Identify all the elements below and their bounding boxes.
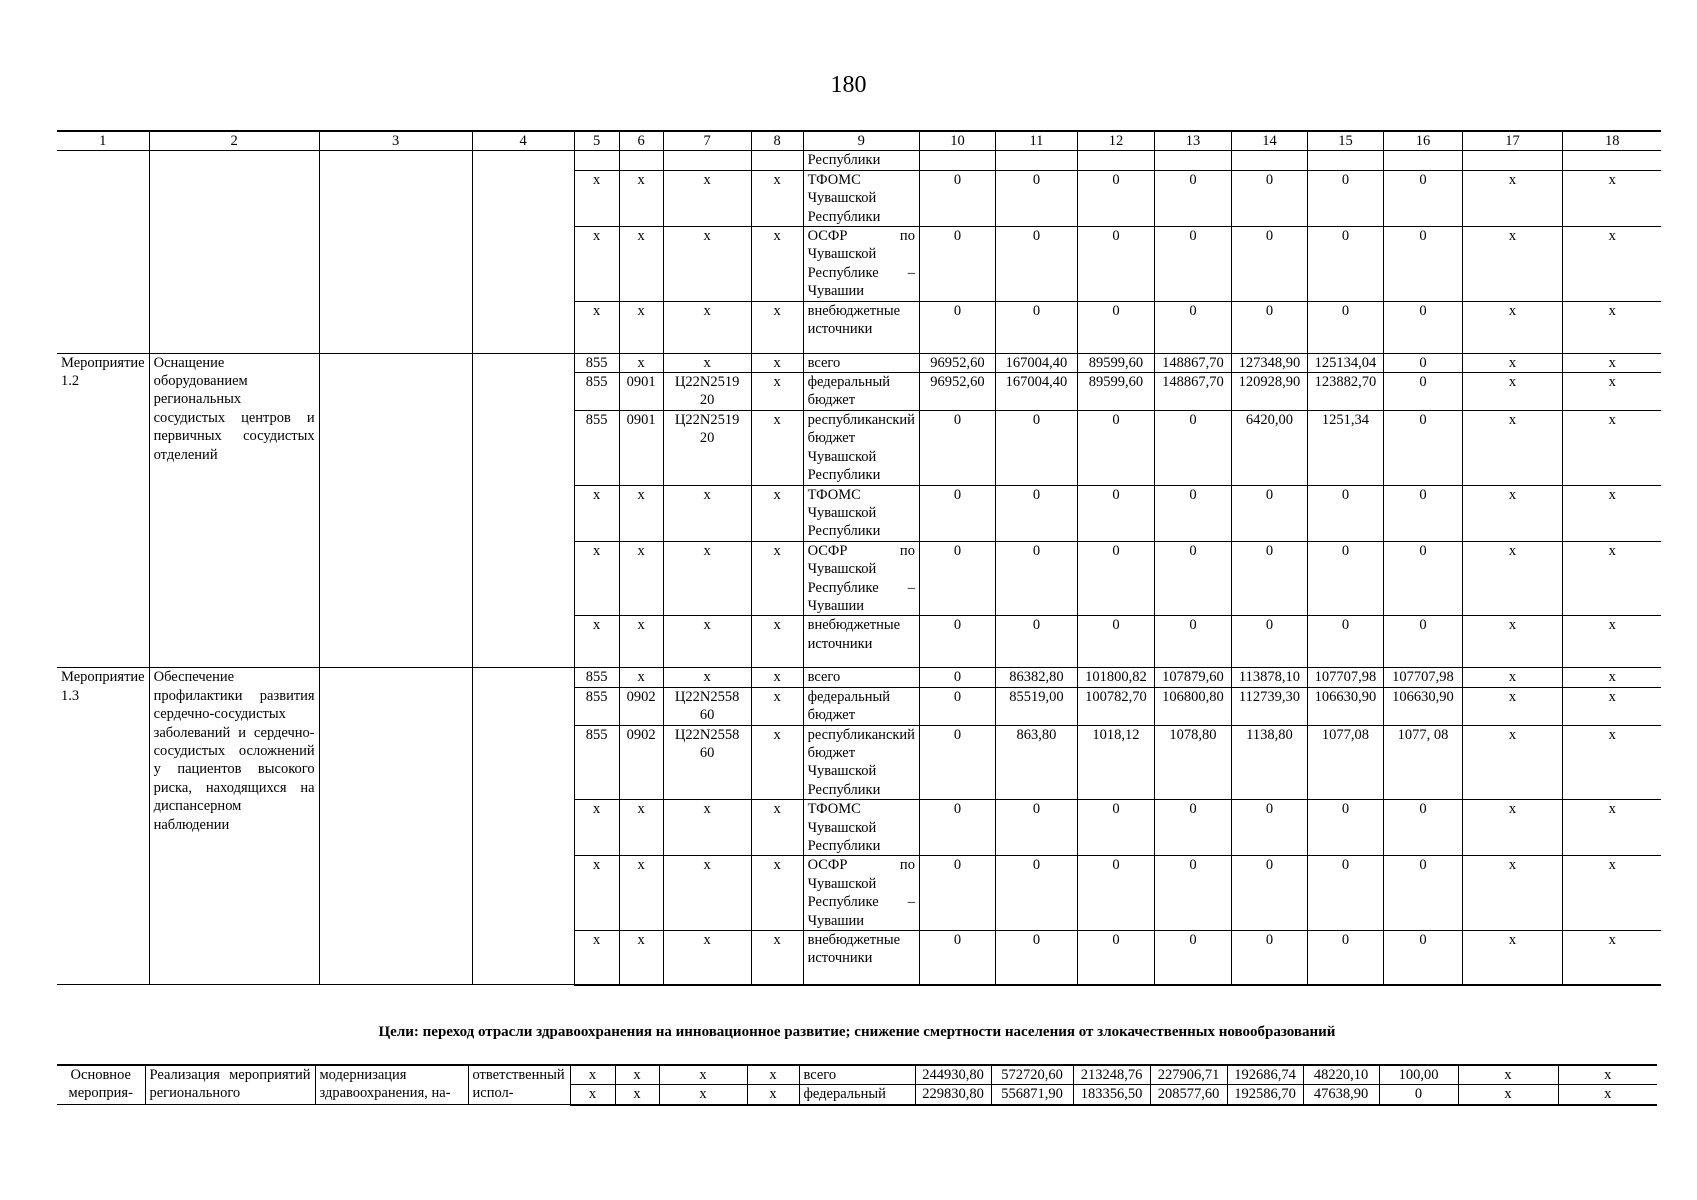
kbk-expense-group-cell: х bbox=[751, 668, 803, 687]
kbk-target-item-cell: х bbox=[663, 227, 751, 302]
column-number-row bbox=[57, 131, 1661, 151]
year-value-cell: 0 bbox=[995, 800, 1077, 856]
kbk-target-item-cell: х bbox=[663, 931, 751, 985]
year-value-cell: 0 bbox=[1231, 856, 1307, 931]
funding-source-cell: всего bbox=[799, 1065, 915, 1085]
year-value-cell: 1251,34 bbox=[1307, 410, 1383, 485]
column-number-cell: 18 bbox=[1562, 131, 1661, 151]
year-value-cell: 0 bbox=[919, 410, 995, 485]
year-value-cell: 127348,90 bbox=[1231, 353, 1307, 372]
year-value-cell: 113878,10 bbox=[1231, 668, 1307, 687]
year-value-cell: 96952,60 bbox=[919, 373, 995, 411]
empty-cell bbox=[149, 151, 319, 353]
year-value-cell: х bbox=[1558, 1085, 1657, 1105]
kbk-target-item-cell: х bbox=[663, 485, 751, 541]
kbk-expense-group-cell: х bbox=[751, 410, 803, 485]
kbk-ministry-cell: 855 bbox=[574, 668, 619, 687]
year-value-cell bbox=[919, 151, 995, 170]
kbk-section-cell: 0902 bbox=[619, 687, 663, 725]
year-value-cell: х bbox=[1562, 373, 1661, 411]
kbk-section-cell: х bbox=[615, 1065, 659, 1085]
kbk-target-item-cell: х bbox=[663, 353, 751, 372]
kbk-target-item-cell: Ц22N2558 60 bbox=[663, 687, 751, 725]
year-value-cell: 148867,70 bbox=[1154, 353, 1231, 372]
empty-cell bbox=[472, 668, 574, 985]
year-value-cell: 0 bbox=[1077, 301, 1154, 353]
year-value-cell: 106630,90 bbox=[1307, 687, 1383, 725]
year-value-cell: х bbox=[1462, 725, 1562, 800]
column-number-cell: 5 bbox=[574, 131, 619, 151]
year-value-cell: 0 bbox=[1154, 170, 1231, 226]
year-value-cell: 0 bbox=[995, 856, 1077, 931]
year-value-cell: 0 bbox=[995, 227, 1077, 302]
year-value-cell: 0 bbox=[1383, 170, 1462, 226]
year-value-cell: 0 bbox=[1383, 541, 1462, 616]
year-value-cell: х bbox=[1462, 170, 1562, 226]
year-value-cell: 863,80 bbox=[995, 725, 1077, 800]
kbk-target-item-cell: х bbox=[663, 800, 751, 856]
funding-source-cell: федеральный bbox=[799, 1085, 915, 1105]
year-value-cell: х bbox=[1458, 1065, 1558, 1085]
funding-source-cell: внебюджетные источники bbox=[803, 931, 919, 985]
funding-source-cell: ТФОМС Чувашской Республики bbox=[803, 485, 919, 541]
year-value-cell: 0 bbox=[1307, 541, 1383, 616]
funding-source-cell: всего bbox=[803, 353, 919, 372]
kbk-target-item-cell: х bbox=[659, 1065, 747, 1085]
year-value-cell: 86382,80 bbox=[995, 668, 1077, 687]
year-value-cell bbox=[995, 151, 1077, 170]
year-value-cell: 0 bbox=[1383, 931, 1462, 985]
year-value-cell: 0 bbox=[1231, 170, 1307, 226]
year-value-cell: 0 bbox=[919, 227, 995, 302]
column-number-cell: 1 bbox=[57, 131, 149, 151]
year-value-cell: х bbox=[1462, 687, 1562, 725]
year-value-cell: 0 bbox=[919, 725, 995, 800]
kbk-ministry-cell: 855 bbox=[574, 373, 619, 411]
year-value-cell: 0 bbox=[1154, 301, 1231, 353]
year-value-cell: х bbox=[1462, 227, 1562, 302]
kbk-expense-group-cell: х bbox=[751, 227, 803, 302]
kbk-ministry-cell bbox=[574, 151, 619, 170]
year-value-cell: 0 bbox=[1154, 541, 1231, 616]
kbk-section-cell: х bbox=[619, 227, 663, 302]
kbk-target-item-cell: х bbox=[663, 301, 751, 353]
year-value-cell: 0 bbox=[919, 800, 995, 856]
year-value-cell: 0 bbox=[1231, 800, 1307, 856]
year-value-cell bbox=[1383, 151, 1462, 170]
year-value-cell: 556871,90 bbox=[991, 1085, 1073, 1105]
kbk-section-cell: х bbox=[619, 301, 663, 353]
year-value-cell: 0 bbox=[1231, 541, 1307, 616]
year-value-cell: 229830,80 bbox=[915, 1085, 991, 1105]
year-value-cell: 0 bbox=[919, 668, 995, 687]
column-number-cell: 16 bbox=[1383, 131, 1462, 151]
year-value-cell: 0 bbox=[1231, 301, 1307, 353]
kbk-section-cell: 0901 bbox=[619, 373, 663, 411]
year-value-cell: х bbox=[1562, 170, 1661, 226]
year-value-cell: 0 bbox=[1307, 170, 1383, 226]
year-value-cell: 0 bbox=[995, 485, 1077, 541]
year-value-cell: х bbox=[1562, 410, 1661, 485]
column-number-cell: 10 bbox=[919, 131, 995, 151]
year-value-cell: 148867,70 bbox=[1154, 373, 1231, 411]
year-value-cell: 0 bbox=[1077, 541, 1154, 616]
funding-source-cell: внебюджетные источники bbox=[803, 301, 919, 353]
year-value-cell: 1138,80 bbox=[1231, 725, 1307, 800]
kbk-expense-group-cell: х bbox=[747, 1085, 799, 1105]
kbk-target-item-cell: х bbox=[663, 668, 751, 687]
year-value-cell: 107707,98 bbox=[1307, 668, 1383, 687]
column-number-cell: 4 bbox=[472, 131, 574, 151]
kbk-expense-group-cell: х bbox=[751, 616, 803, 668]
funding-source-cell: республиканский бюджет Чувашской Республики bbox=[803, 410, 919, 485]
kbk-ministry-cell: 855 bbox=[574, 410, 619, 485]
year-value-cell: 0 bbox=[1077, 931, 1154, 985]
year-value-cell: 0 bbox=[995, 541, 1077, 616]
year-value-cell: 0 bbox=[919, 931, 995, 985]
empty-cell bbox=[319, 151, 472, 353]
kbk-ministry-cell: х bbox=[574, 170, 619, 226]
year-value-cell: 0 bbox=[995, 170, 1077, 226]
kbk-section-cell: х bbox=[619, 485, 663, 541]
year-value-cell: 0 bbox=[1383, 485, 1462, 541]
year-value-cell: х bbox=[1462, 856, 1562, 931]
kbk-expense-group-cell: х bbox=[751, 485, 803, 541]
year-value-cell: 0 bbox=[1231, 616, 1307, 668]
year-value-cell: 0 bbox=[1383, 856, 1462, 931]
year-value-cell: 0 bbox=[1383, 616, 1462, 668]
year-value-cell: 96952,60 bbox=[919, 353, 995, 372]
year-value-cell: 0 bbox=[1077, 485, 1154, 541]
year-value-cell: х bbox=[1562, 687, 1661, 725]
year-value-cell: 0 bbox=[1383, 353, 1462, 372]
kbk-ministry-cell: х bbox=[574, 301, 619, 353]
year-value-cell: 0 bbox=[1231, 227, 1307, 302]
kbk-ministry-cell: х bbox=[570, 1085, 615, 1105]
kbk-target-item-cell: х bbox=[659, 1085, 747, 1105]
kbk-ministry-cell: х bbox=[574, 541, 619, 616]
kbk-section-cell: х bbox=[619, 800, 663, 856]
kbk-ministry-cell: 855 bbox=[574, 725, 619, 800]
year-value-cell: 192586,70 bbox=[1227, 1085, 1303, 1105]
funding-source-cell: ОСФР по Чувашской Республике – Чувашии bbox=[803, 856, 919, 931]
kbk-section-cell: х bbox=[619, 353, 663, 372]
activity-row bbox=[57, 668, 1661, 687]
funding-source-cell: ОСФР по Чувашской Республике – Чувашии bbox=[803, 227, 919, 302]
year-value-cell: х bbox=[1562, 800, 1661, 856]
funding-source-cell: республиканский бюджет Чувашской Республики bbox=[803, 725, 919, 800]
column-number-cell: 11 bbox=[995, 131, 1077, 151]
year-value-cell: 0 bbox=[1383, 800, 1462, 856]
year-value-cell: 167004,40 bbox=[995, 373, 1077, 411]
funding-source-cell: ТФОМС Чувашской Республики bbox=[803, 170, 919, 226]
kbk-target-item-cell: Ц22N2519 20 bbox=[663, 410, 751, 485]
year-value-cell: 0 bbox=[1154, 227, 1231, 302]
year-value-cell: 0 bbox=[1077, 227, 1154, 302]
year-value-cell: х bbox=[1562, 353, 1661, 372]
kbk-target-item-cell: х bbox=[663, 856, 751, 931]
year-value-cell: 0 bbox=[1383, 373, 1462, 411]
empty-cell bbox=[57, 151, 149, 353]
year-value-cell: 48220,10 bbox=[1303, 1065, 1379, 1085]
kbk-ministry-cell: х bbox=[574, 485, 619, 541]
kbk-expense-group-cell: х bbox=[747, 1065, 799, 1085]
year-value-cell: 0 bbox=[919, 687, 995, 725]
year-value-cell: 0 bbox=[995, 301, 1077, 353]
kbk-target-item-cell: х bbox=[663, 541, 751, 616]
year-value-cell: 0 bbox=[1154, 616, 1231, 668]
kbk-expense-group-cell: х bbox=[751, 687, 803, 725]
year-value-cell: 0 bbox=[1307, 227, 1383, 302]
kbk-section-cell bbox=[619, 151, 663, 170]
year-value-cell: 183356,50 bbox=[1073, 1085, 1150, 1105]
year-value-cell: 0 bbox=[1077, 800, 1154, 856]
year-value-cell: 0 bbox=[1231, 485, 1307, 541]
year-value-cell: 0 bbox=[1383, 410, 1462, 485]
funding-source-cell: Республики bbox=[803, 151, 919, 170]
continuation-row bbox=[57, 151, 1661, 170]
kbk-ministry-cell: х bbox=[570, 1065, 615, 1085]
year-value-cell: х bbox=[1558, 1065, 1657, 1085]
year-value-cell: 0 bbox=[1307, 931, 1383, 985]
year-value-cell: 106800,80 bbox=[1154, 687, 1231, 725]
year-value-cell: 0 bbox=[1379, 1085, 1458, 1105]
year-value-cell: 0 bbox=[919, 856, 995, 931]
kbk-expense-group-cell: х bbox=[751, 353, 803, 372]
kbk-section-cell: х bbox=[619, 541, 663, 616]
year-value-cell: 0 bbox=[1077, 856, 1154, 931]
kbk-target-item-cell: х bbox=[663, 170, 751, 226]
activity-name-cell: Реализация мероприятий регионального bbox=[145, 1065, 315, 1105]
year-value-cell: 89599,60 bbox=[1077, 353, 1154, 372]
year-value-cell: 125134,04 bbox=[1307, 353, 1383, 372]
year-value-cell: 85519,00 bbox=[995, 687, 1077, 725]
year-value-cell: 0 bbox=[919, 616, 995, 668]
kbk-target-item-cell bbox=[663, 151, 751, 170]
year-value-cell: 0 bbox=[995, 616, 1077, 668]
funding-source-cell: ОСФР по Чувашской Республике – Чувашии bbox=[803, 541, 919, 616]
year-value-cell: 0 bbox=[1077, 616, 1154, 668]
year-value-cell: х bbox=[1462, 800, 1562, 856]
year-value-cell: х bbox=[1562, 725, 1661, 800]
year-value-cell: 0 bbox=[1307, 485, 1383, 541]
year-value-cell: х bbox=[1462, 410, 1562, 485]
year-value-cell: х bbox=[1462, 668, 1562, 687]
kbk-expense-group-cell: х bbox=[751, 725, 803, 800]
column-number-cell: 2 bbox=[149, 131, 319, 151]
kbk-expense-group-cell: х bbox=[751, 541, 803, 616]
year-value-cell: 0 bbox=[1383, 301, 1462, 353]
year-value-cell: 0 bbox=[1383, 227, 1462, 302]
kbk-expense-group-cell: х bbox=[751, 170, 803, 226]
year-value-cell: 0 bbox=[1307, 616, 1383, 668]
kbk-target-item-cell: х bbox=[663, 616, 751, 668]
column-number-cell: 3 bbox=[319, 131, 472, 151]
page-number: 180 bbox=[830, 72, 867, 98]
year-value-cell: х bbox=[1562, 485, 1661, 541]
year-value-cell: 0 bbox=[1154, 410, 1231, 485]
year-value-cell: 213248,76 bbox=[1073, 1065, 1150, 1085]
year-value-cell: 6420,00 bbox=[1231, 410, 1307, 485]
activity-row bbox=[57, 353, 1661, 372]
year-value-cell: 0 bbox=[1307, 856, 1383, 931]
year-value-cell: 106630,90 bbox=[1383, 687, 1462, 725]
funding-source-cell: всего bbox=[803, 668, 919, 687]
kbk-ministry-cell: х bbox=[574, 856, 619, 931]
kbk-section-cell: х bbox=[619, 668, 663, 687]
year-value-cell: х bbox=[1462, 485, 1562, 541]
year-value-cell: 47638,90 bbox=[1303, 1085, 1379, 1105]
year-value-cell: 0 bbox=[1077, 410, 1154, 485]
year-value-cell: 1018,12 bbox=[1077, 725, 1154, 800]
kbk-ministry-cell: х bbox=[574, 227, 619, 302]
year-value-cell: 0 bbox=[919, 485, 995, 541]
activity-name-cell: Оснащение оборудованием региональных сосудистых центров и первичных сосудистых отделений bbox=[149, 353, 319, 668]
year-value-cell bbox=[1154, 151, 1231, 170]
year-value-cell: 0 bbox=[1154, 485, 1231, 541]
year-value-cell: 0 bbox=[1154, 856, 1231, 931]
year-value-cell: х bbox=[1458, 1085, 1558, 1105]
year-value-cell: 0 bbox=[1307, 800, 1383, 856]
kbk-section-cell: х bbox=[619, 931, 663, 985]
year-value-cell: 107707,98 bbox=[1383, 668, 1462, 687]
kbk-section-cell: 0901 bbox=[619, 410, 663, 485]
column-number-cell: 6 bbox=[619, 131, 663, 151]
column-number-cell: 8 bbox=[751, 131, 803, 151]
year-value-cell: 0 bbox=[995, 931, 1077, 985]
kbk-expense-group-cell: х bbox=[751, 856, 803, 931]
kbk-ministry-cell: 855 bbox=[574, 353, 619, 372]
kbk-ministry-cell: 855 bbox=[574, 687, 619, 725]
empty-cell bbox=[472, 353, 574, 668]
year-value-cell: 112739,30 bbox=[1231, 687, 1307, 725]
year-value-cell: х bbox=[1562, 541, 1661, 616]
main-activity-table bbox=[57, 1064, 1657, 1106]
kbk-section-cell: х bbox=[619, 616, 663, 668]
year-value-cell: х bbox=[1462, 373, 1562, 411]
year-value-cell: 89599,60 bbox=[1077, 373, 1154, 411]
year-value-cell: 1077,08 bbox=[1307, 725, 1383, 800]
year-value-cell: 0 bbox=[1231, 931, 1307, 985]
year-value-cell: х bbox=[1462, 541, 1562, 616]
year-value-cell: х bbox=[1562, 301, 1661, 353]
year-value-cell: х bbox=[1562, 616, 1661, 668]
column-number-cell: 13 bbox=[1154, 131, 1231, 151]
kbk-section-cell: х bbox=[619, 856, 663, 931]
year-value-cell bbox=[1231, 151, 1307, 170]
column-number-cell: 9 bbox=[803, 131, 919, 151]
year-value-cell: 0 bbox=[919, 170, 995, 226]
year-value-cell: 572720,60 bbox=[991, 1065, 1073, 1085]
year-value-cell: 100,00 bbox=[1379, 1065, 1458, 1085]
year-value-cell bbox=[1077, 151, 1154, 170]
column-number-cell: 7 bbox=[663, 131, 751, 151]
year-value-cell: х bbox=[1462, 353, 1562, 372]
year-value-cell: 0 bbox=[1077, 170, 1154, 226]
kbk-section-cell: х bbox=[615, 1085, 659, 1105]
year-value-cell: 0 bbox=[1307, 301, 1383, 353]
year-value-cell: х bbox=[1462, 301, 1562, 353]
funding-source-cell: федеральный бюджет bbox=[803, 373, 919, 411]
year-value-cell: 0 bbox=[995, 410, 1077, 485]
kbk-target-item-cell: Ц22N2558 60 bbox=[663, 725, 751, 800]
kbk-expense-group-cell: х bbox=[751, 800, 803, 856]
year-value-cell bbox=[1462, 151, 1562, 170]
empty-cell bbox=[319, 668, 472, 985]
budget-table bbox=[57, 130, 1661, 986]
year-value-cell: 192686,74 bbox=[1227, 1065, 1303, 1085]
year-value-cell: 1078,80 bbox=[1154, 725, 1231, 800]
year-value-cell: 101800,82 bbox=[1077, 668, 1154, 687]
year-value-cell: 0 bbox=[1154, 800, 1231, 856]
column-number-cell: 14 bbox=[1231, 131, 1307, 151]
activity-name-cell: Обеспечение профилактики развития сердечно-сосудистых заболеваний и сердечно-сосудистых осложнений у пациентов высокого риска, находящихся на диспансерном наблюдении bbox=[149, 668, 319, 985]
year-value-cell: 167004,40 bbox=[995, 353, 1077, 372]
kbk-section-cell: 0902 bbox=[619, 725, 663, 800]
year-value-cell: 120928,90 bbox=[1231, 373, 1307, 411]
kbk-expense-group-cell bbox=[751, 151, 803, 170]
kbk-ministry-cell: х bbox=[574, 800, 619, 856]
funding-source-cell: внебюджетные источники bbox=[803, 616, 919, 668]
year-value-cell: 208577,60 bbox=[1150, 1085, 1227, 1105]
funding-source-cell: федеральный бюджет bbox=[803, 687, 919, 725]
year-value-cell: 0 bbox=[919, 541, 995, 616]
kbk-ministry-cell: х bbox=[574, 931, 619, 985]
year-value-cell: х bbox=[1462, 616, 1562, 668]
year-value-cell: х bbox=[1562, 856, 1661, 931]
year-value-cell: 123882,70 bbox=[1307, 373, 1383, 411]
kbk-expense-group-cell: х bbox=[751, 931, 803, 985]
kbk-expense-group-cell: х bbox=[751, 301, 803, 353]
year-value-cell: 107879,60 bbox=[1154, 668, 1231, 687]
year-value-cell bbox=[1562, 151, 1661, 170]
year-value-cell: 227906,71 bbox=[1150, 1065, 1227, 1085]
year-value-cell: 1077, 08 bbox=[1383, 725, 1462, 800]
kbk-target-item-cell: Ц22N2519 20 bbox=[663, 373, 751, 411]
column-number-cell: 12 bbox=[1077, 131, 1154, 151]
year-value-cell: 0 bbox=[1154, 931, 1231, 985]
funding-source-cell: ТФОМС Чувашской Республики bbox=[803, 800, 919, 856]
executor-cell: ответственный испол- bbox=[468, 1065, 570, 1105]
year-value-cell: х bbox=[1462, 931, 1562, 985]
year-value-cell: 0 bbox=[919, 301, 995, 353]
year-value-cell: х bbox=[1562, 931, 1661, 985]
empty-cell bbox=[472, 151, 574, 353]
year-value-cell: х bbox=[1562, 227, 1661, 302]
activity-number-cell: Основное мероприя- bbox=[57, 1065, 145, 1105]
column-number-cell: 17 bbox=[1462, 131, 1562, 151]
main-activity-row bbox=[57, 1065, 1657, 1085]
year-value-cell bbox=[1307, 151, 1383, 170]
activity-number-cell: Мероприятие 1.2 bbox=[57, 353, 149, 668]
year-value-cell: х bbox=[1562, 668, 1661, 687]
year-value-cell: 100782,70 bbox=[1077, 687, 1154, 725]
kbk-expense-group-cell: х bbox=[751, 373, 803, 411]
column-number-cell: 15 bbox=[1307, 131, 1383, 151]
goal-heading: Цели: переход отрасли здравоохранения на инновационное развитие; снижение смертности населения от злокачественных новообразований bbox=[378, 1024, 1336, 1040]
kbk-ministry-cell: х bbox=[574, 616, 619, 668]
empty-cell bbox=[319, 353, 472, 668]
year-value-cell: 244930,80 bbox=[915, 1065, 991, 1085]
indicator-cell: модернизация здравоохранения, на- bbox=[315, 1065, 468, 1105]
kbk-section-cell: х bbox=[619, 170, 663, 226]
activity-number-cell: Мероприятие 1.3 bbox=[57, 668, 149, 985]
